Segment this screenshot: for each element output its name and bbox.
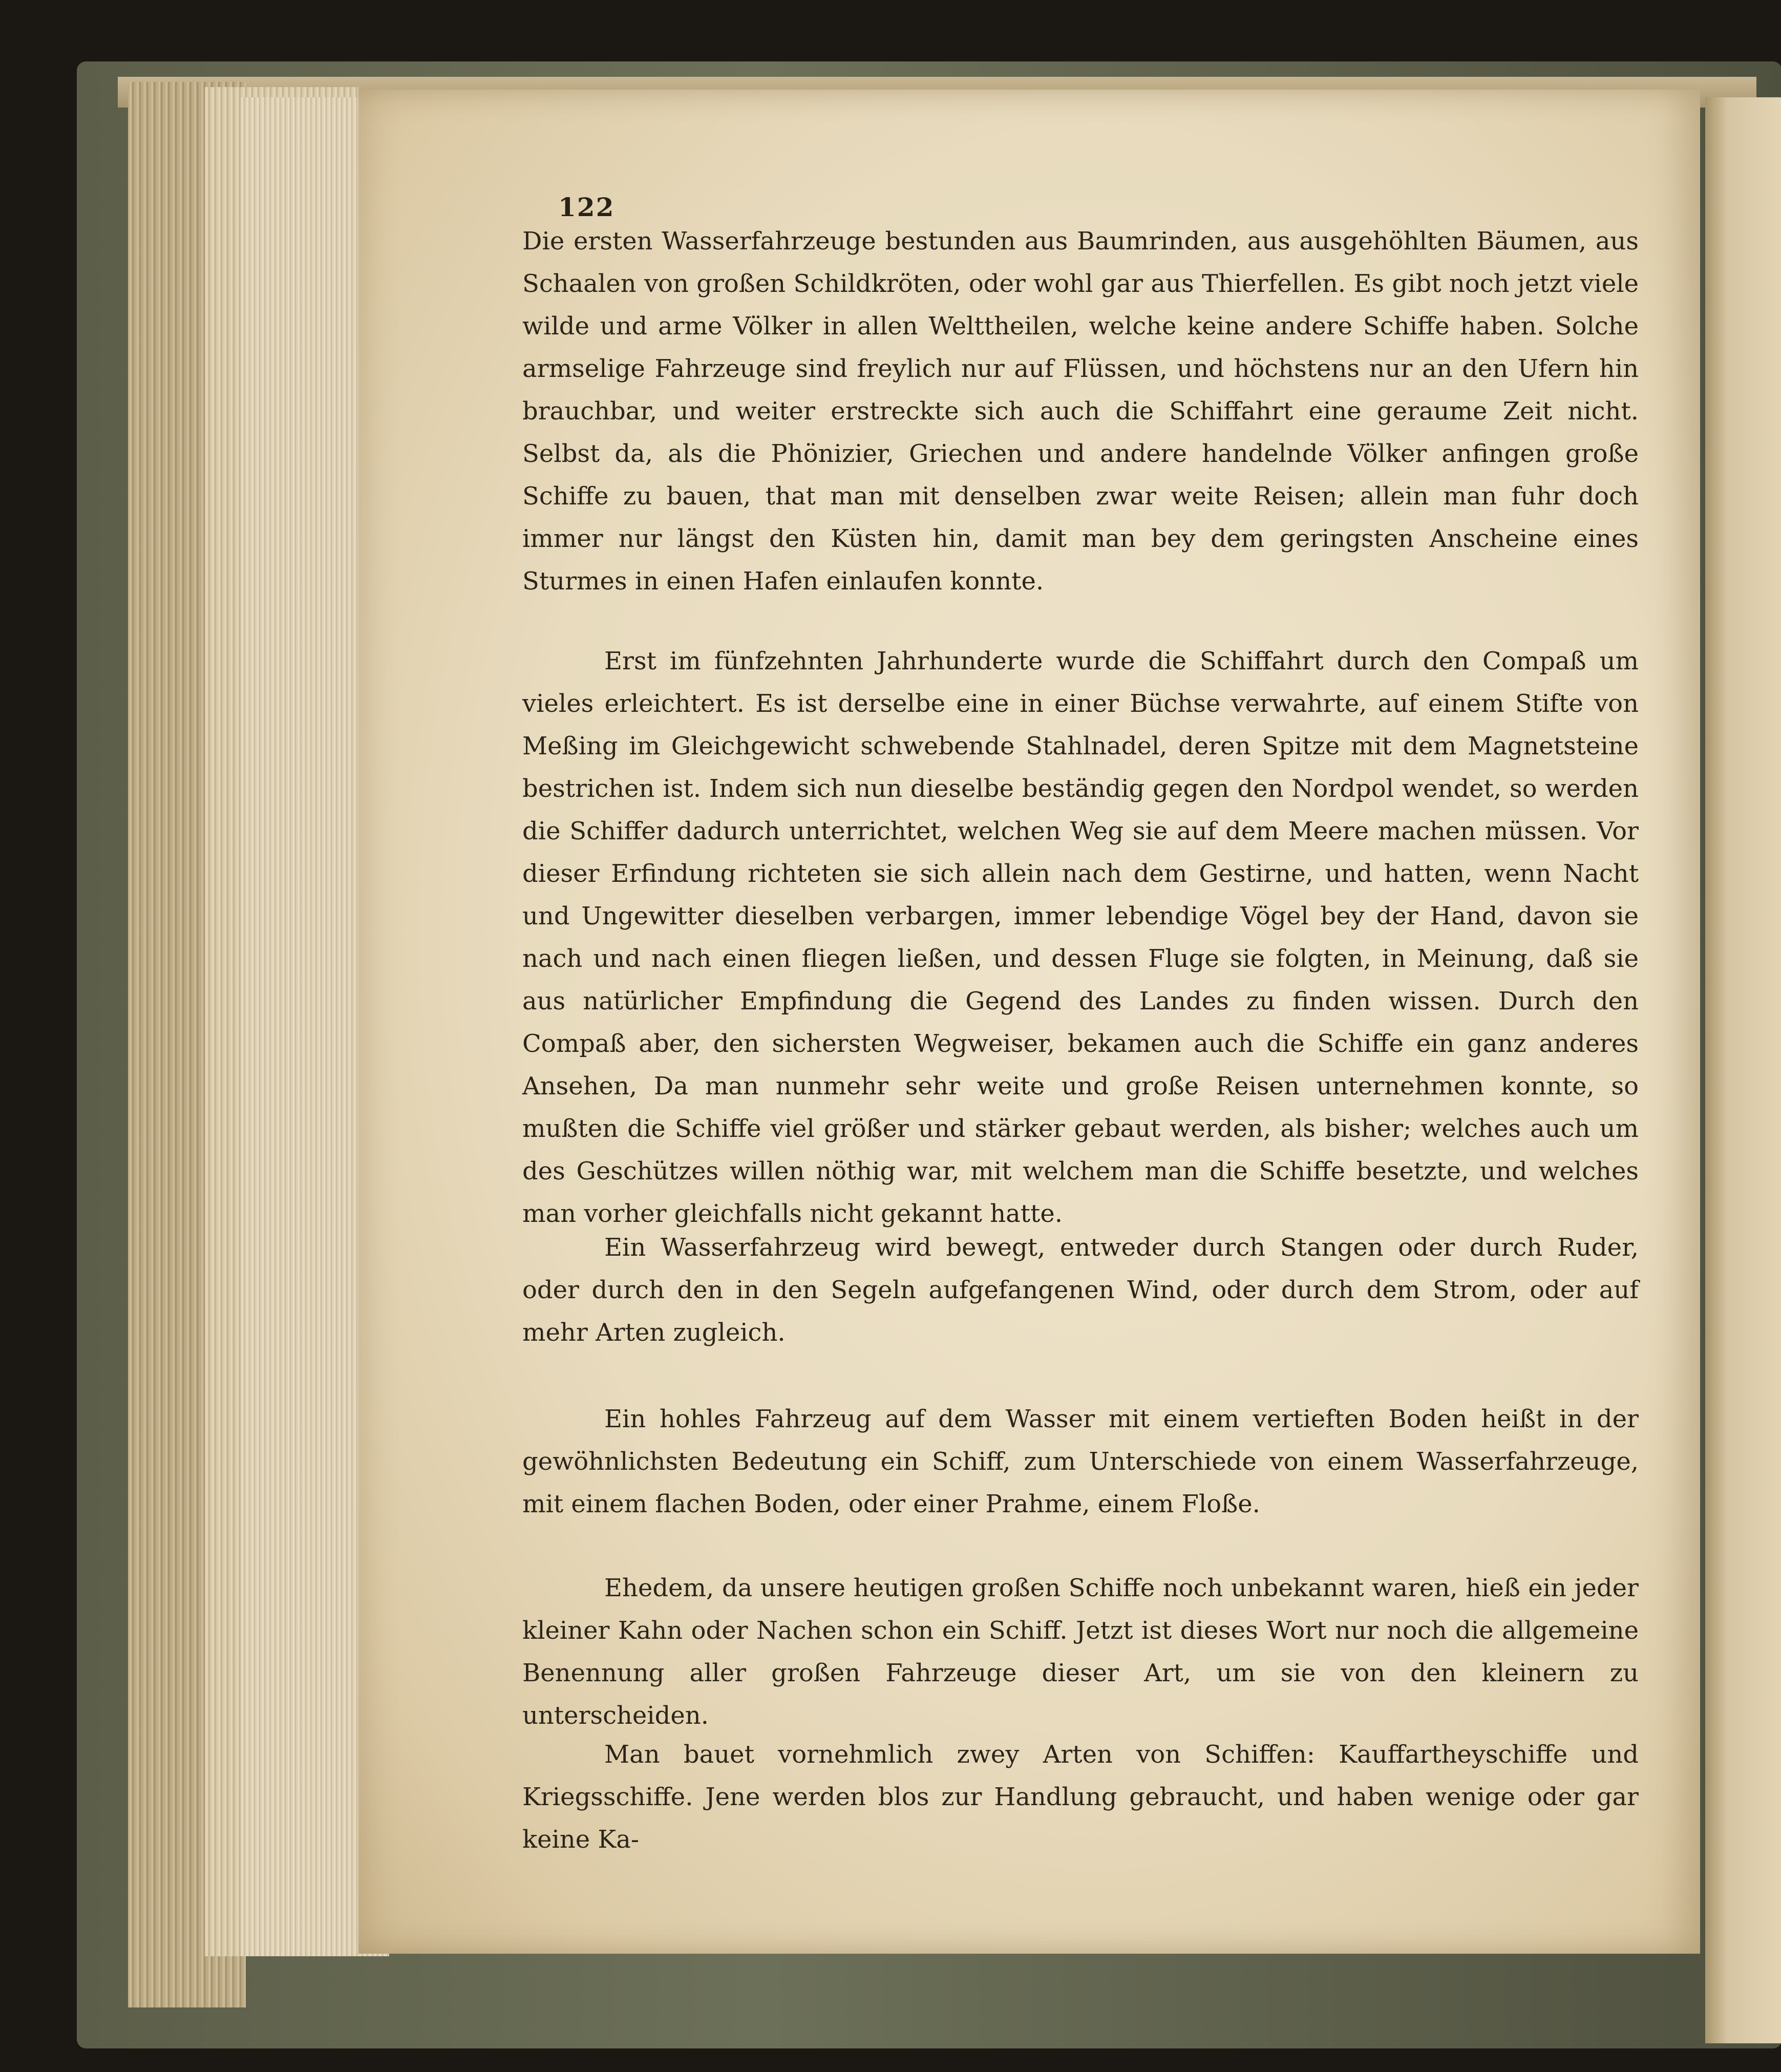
paragraph-3: Ein Wasserfahrzeug wird bewegt, entweder durch Stangen oder durch Ruder, oder durch den in den Segeln aufgefangenen Wind, oder durch dem Strom, oder auf mehr Arten zugleich. <box>522 1233 1639 1347</box>
page-number: 122 <box>558 192 615 222</box>
paragraph-5: Ehedem, da unsere heutigen großen Schiffe noch unbekannt waren, hieß ein jeder kleiner Kahn oder Nachen schon ein Schiff. Jetzt ist dieses Wort nur noch die allgemeine Benennung aller großen Fahrzeuge dieser Art, um sie von den kleinern zu unterscheiden. <box>522 1574 1639 1730</box>
paragraph-1: Die ersten Wasserfahrzeuge bestunden aus Baumrinden, aus ausgehöhlten Bäumen, aus Schaalen von großen Schildkröten, oder wohl gar aus Thierfellen. Es gibt noch jetzt viele wilde und arme Völker in allen Welttheilen, welche keine andere Schiffe haben. Solche armselige Fahrzeuge sind freylich nur auf Flüssen, und höchstens nur an den Ufern hin brauchbar, und weiter erstreckte sich auch die Schiffahrt eine geraume Zeit nicht. Selbst da, als die Phönizier, Griechen und andere handelnde Völker anfingen große Schiffe zu bauen, that man mit denselben zwar weite Reisen; allein man fuhr doch immer nur längst den Küsten hin, damit man bey dem geringsten Anscheine eines Sturmes in einen Hafen einlaufen konnte. <box>522 227 1639 596</box>
facing-page <box>1705 97 1781 2043</box>
paragraph-6: Man bauet vornehmlich zwey Arten von Schiffen: Kauffartheyschiffe und Kriegsschiffe. Jene werden blos zur Handlung gebraucht, und haben wenige oder gar keine Ka- <box>522 1740 1639 1854</box>
paragraph-4: Ein hohles Fahrzeug auf dem Wasser mit einem vertieften Boden heißt in der gewöhnlichsten Bedeutung ein Schiff, zum Unterschiede von einem Wasserfahrzeuge, mit einem flachen Boden, oder einer Prahme, einem Floße. <box>522 1405 1639 1518</box>
paragraph-2: Erst im fünfzehnten Jahrhunderte wurde die Schiffahrt durch den Compaß um vieles erleichtert. Es ist derselbe eine in einer Büchse verwahrte, auf einem Stifte von Meßing im Gleichgewicht schwebende Stahlnadel, deren Spitze mit dem Magnetsteine bestrichen ist. Indem sich nun dieselbe beständig gegen den Nordpol wendet, so werden die Schiffer dadurch unterrichtet, welchen Weg sie auf dem Meere machen müssen. Vor dieser Erfindung richteten sie sich allein nach dem Gestirne, und hatten, wenn Nacht und Ungewitter dieselben verbargen, immer lebendige Vögel bey der Hand, davon sie nach und nach einen fliegen ließen, und dessen Fluge sie folgten, in Meinung, daß sie aus natürlicher Empfindung die Gegend des Landes zu finden wissen. Durch den Compaß aber, den sichersten Wegweiser, bekamen auch die Schiffe ein ganz anderes Ansehen, Da man nunmehr sehr weite und große Reisen unternehmen konnte, so mußten die Schiffe viel größer und stärker gebaut werden, als bisher; welches auch um des Geschützes willen nöthig war, mit welchem man die Schiffe besetzte, und welches man vorher gleichfalls nicht gekannt hatte. <box>522 647 1639 1228</box>
